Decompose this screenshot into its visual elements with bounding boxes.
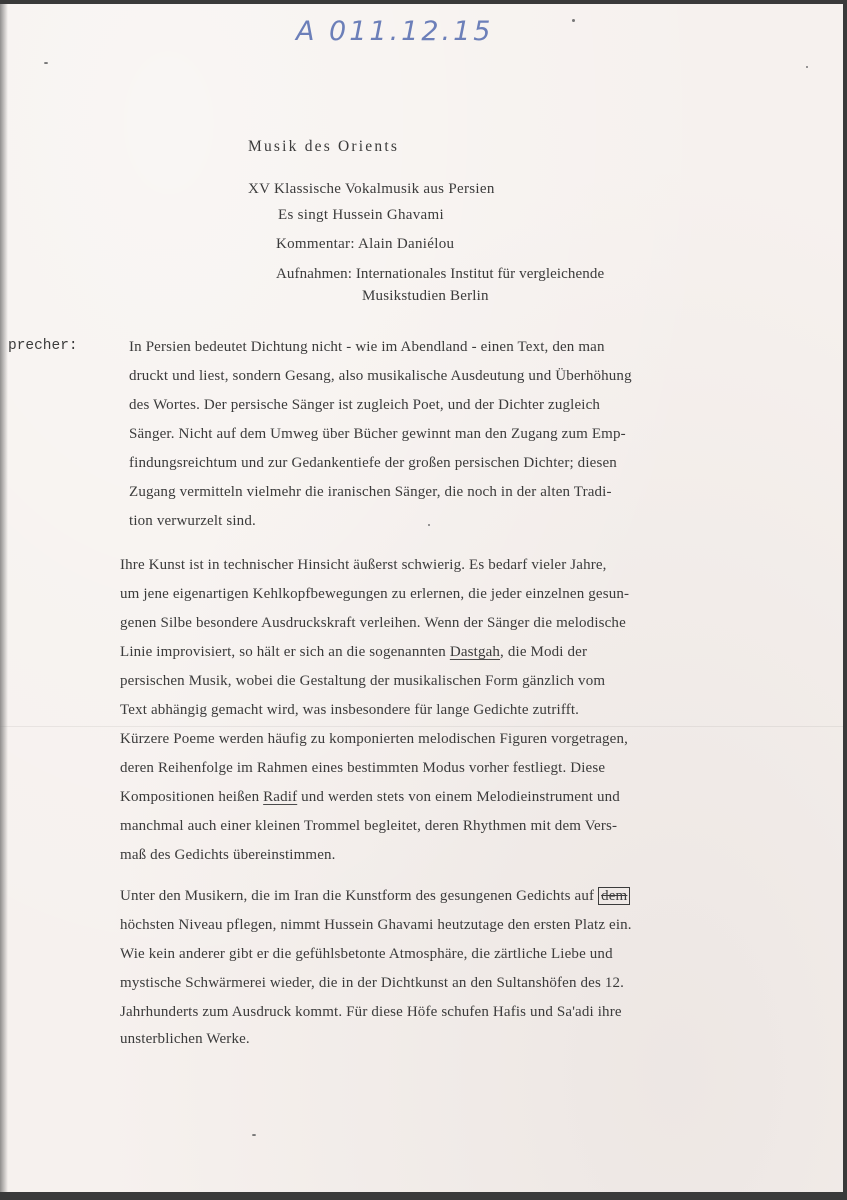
paragraph-2-line: um jene eigenartigen Kehlkopfbewegungen zu erlernen, die jeder einzelnen gesun- <box>120 586 630 602</box>
paragraph-3-line: höchsten Niveau pflegen, nimmt Hussein Ghavami heutzutage den ersten Platz ein. <box>120 917 632 933</box>
paragraph-1-line: In Persien bedeutet Dichtung nicht - wie im Abendland - einen Text, den man <box>129 339 605 355</box>
scan-speck <box>806 66 808 68</box>
paragraph-2-line: genen Silbe besondere Ausdruckskraft verleihen. Wenn der Sänger die melodische <box>120 615 626 631</box>
speaker-label: precher: <box>8 338 78 354</box>
paragraph-1-line: des Wortes. Der persische Sänger ist zugleich Poet, und der Dichter zugleich <box>129 397 601 413</box>
recordings-line-1: Aufnahmen: Internationales Institut für vergleichende <box>276 266 605 282</box>
paragraph-2-line <box>120 644 587 661</box>
paragraph-1-line: tion verwurzelt sind. <box>129 513 256 529</box>
paper-fold-line <box>0 726 843 727</box>
series-line: XV Klassische Vokalmusik aus Persien <box>248 181 495 197</box>
paragraph-3-line: unsterblichen Werke. <box>120 1031 250 1047</box>
paragraph-1-line: Sänger. Nicht auf dem Umweg über Bücher gewinnt man den Zugang zum Emp- <box>129 426 626 442</box>
paragraph-3-text: Unter den Musikern, die im Iran die Kunstform des gesungenen Gedichts auf <box>120 888 595 904</box>
paragraph-1-line: druckt und liest, sondern Gesang, also musikalische Ausdeutung und Überhöhung <box>129 368 632 384</box>
scan-speck <box>572 19 575 22</box>
paragraph-2-text: Kompositionen heißen <box>120 789 260 805</box>
paragraph-2-line: Kürzere Poeme werden häufig zu komponierten melodischen Figuren vorgetragen, <box>120 731 629 747</box>
paragraph-3-line: mystische Schwärmerei wieder, die in der Dichtkunst an den Sultanshöfen des 12. <box>120 975 625 991</box>
paragraph-2-line: Ihre Kunst ist in technischer Hinsicht äußerst schwierig. Es bedarf vieler Jahre, <box>120 557 607 573</box>
paragraph-2-line: maß des Gedichts übereinstimmen. <box>120 847 336 863</box>
archive-number: A 011.12.15 <box>296 16 494 47</box>
paragraph-3-line: Jahrhunderts zum Ausdruck kommt. Für diese Höfe schufen Hafis und Sa'adi ihre <box>120 1004 622 1020</box>
term-radif: Radif <box>263 789 298 805</box>
scan-speck <box>252 1134 256 1136</box>
scan-speck <box>428 524 430 526</box>
paragraph-1-line: findungsreichtum und zur Gedankentiefe der großen persischen Dichter; diesen <box>129 455 617 471</box>
paragraph-2-line: manchmal auch einer kleinen Trommel begleitet, deren Rhythmen mit dem Vers- <box>120 818 618 834</box>
document-title: Musik des Orients <box>248 138 400 155</box>
struck-word: dem <box>598 887 630 905</box>
document-page <box>0 4 843 1192</box>
paragraph-3-line: Wie kein anderer gibt er die gefühlsbetonte Atmosphäre, die zärtliche Liebe und <box>120 946 613 962</box>
paragraph-2-line: deren Reihenfolge im Rahmen eines bestimmten Modus vorher festliegt. Diese <box>120 760 606 776</box>
paragraph-2-text: und werden stets von einem Melodieinstrument und <box>301 789 620 805</box>
paragraph-2-text: Linie improvisiert, so hält er sich an die sogenannten <box>120 644 446 660</box>
paragraph-2-line <box>120 789 620 806</box>
paragraph-1-line: Zugang vermitteln vielmehr die iranischen Sänger, die noch in der alten Tradi- <box>129 484 612 500</box>
paragraph-2-line: Text abhängig gemacht wird, was insbesondere für lange Gedichte zutrifft. <box>120 702 580 718</box>
term-dastgah: Dastgah <box>449 644 501 660</box>
paragraph-2-line: persischen Musik, wobei die Gestaltung der musikalischen Form gänzlich vom <box>120 673 606 689</box>
singer-line: Es singt Hussein Ghavami <box>278 207 444 223</box>
commentary-line: Kommentar: Alain Daniélou <box>276 236 455 252</box>
paragraph-3-line <box>120 888 630 905</box>
scan-edge-shadow <box>0 4 8 1192</box>
paragraph-2-text: , die Modi der <box>500 644 588 660</box>
recordings-line-2: Musikstudien Berlin <box>362 288 489 304</box>
scan-speck <box>44 62 48 64</box>
